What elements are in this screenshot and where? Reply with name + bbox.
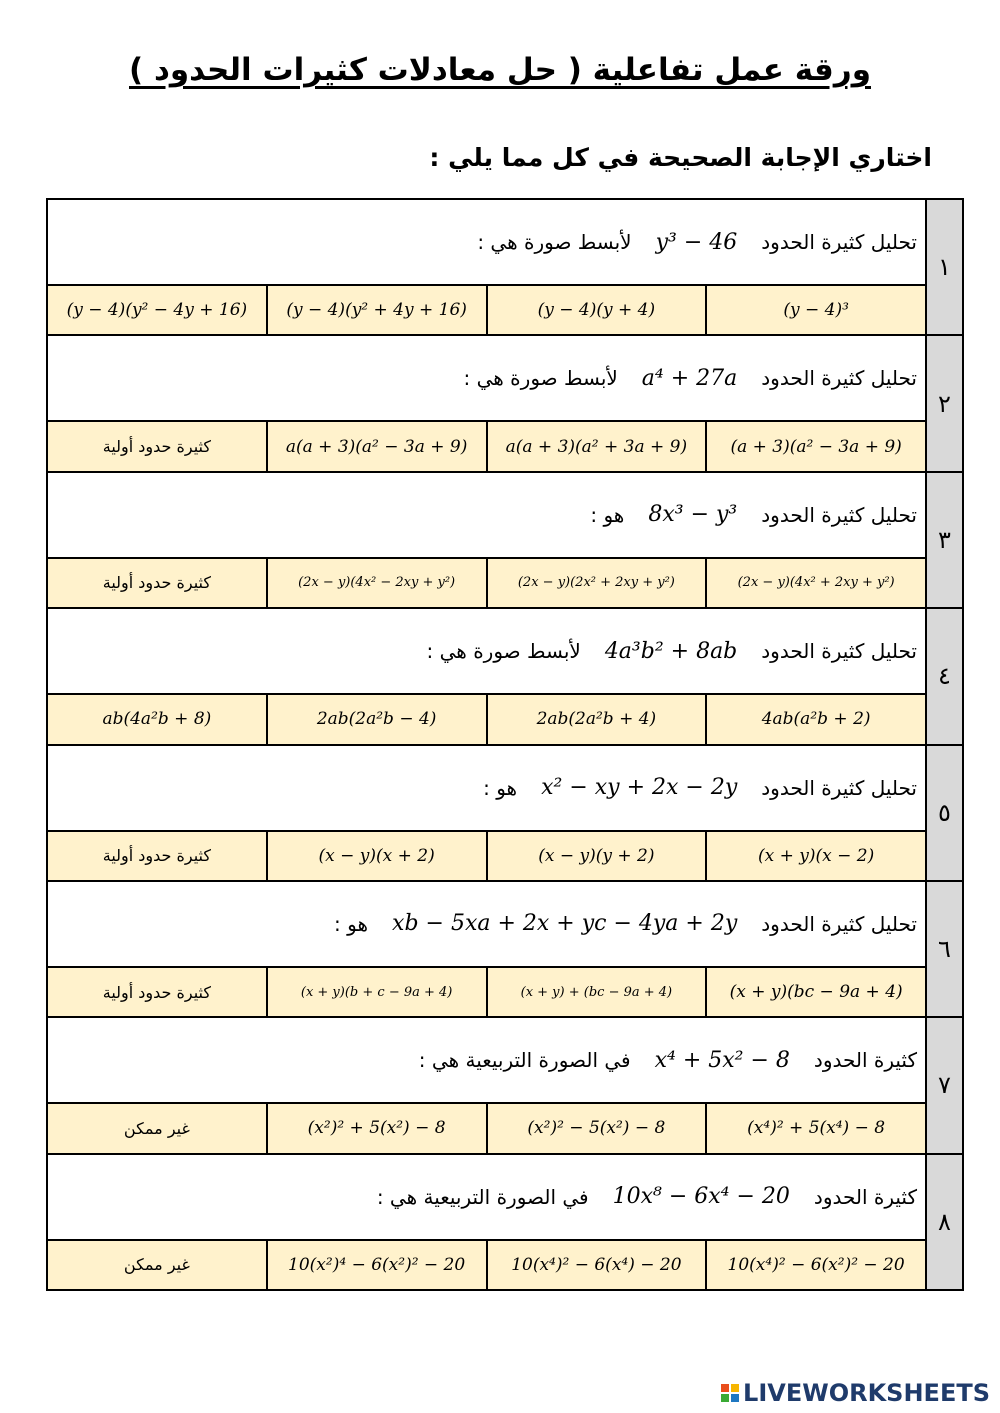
answer-option[interactable]: (2x − y)(4x² + 2xy + y²) [705,559,925,607]
answer-option[interactable]: (y − 4)(y + 4) [486,286,706,334]
question-before: تحليل كثيرة الحدود [761,502,917,527]
answer-options [48,832,925,880]
polynomial-expression: a⁴ + 27a [641,365,738,391]
logo-text: LIVEWORKSHEETS [743,1379,990,1407]
answer-option[interactable]: (y − 4)(y² + 4y + 16) [266,286,486,334]
answer-option[interactable]: (x⁴)² + 5(x⁴) − 8 [705,1104,925,1152]
worksheet-title: ورقة عمل تفاعلية ( حل معادلات كثيرات الحدود ) [129,52,871,88]
question-block [48,607,962,743]
question-number: ٧ [925,1018,962,1152]
answer-option[interactable]: 10(x⁴)² − 6(x²)² − 20 [705,1241,925,1289]
answer-option[interactable]: (x + y)(x − 2) [705,832,925,880]
logo-mark-icon [721,1384,739,1402]
answer-option[interactable]: 2ab(2a²b + 4) [486,695,706,743]
question-number: ٤ [925,609,962,743]
question-number: ٨ [925,1155,962,1289]
answer-option[interactable]: (x²)² − 5(x²) − 8 [486,1104,706,1152]
question-block [48,334,962,470]
answer-option[interactable]: ab(4a²b + 8) [102,709,212,730]
question-text [48,746,925,832]
answer-option[interactable]: كثيرة حدود أولية [102,437,211,457]
polynomial-expression: 8x³ − y³ [648,502,738,528]
polynomial-expression: xb − 5xa + 2x + yc − 4ya + 2y [392,911,738,937]
answer-option[interactable]: (y − 4)(y² − 4y + 16) [66,300,248,321]
answer-option[interactable]: كثيرة حدود أولية [102,573,211,593]
question-number: ٢ [925,336,962,470]
answer-option[interactable]: (a + 3)(a² − 3a + 9) [705,422,925,470]
question-before: كثيرة الحدود [813,1184,917,1209]
answer-option[interactable]: غير ممكن [123,1255,190,1275]
question-text [48,200,925,286]
answer-option[interactable]: (x + y)(bc − 9a + 4) [705,968,925,1016]
answer-option[interactable]: (x²)² + 5(x²) − 8 [266,1104,486,1152]
question-after: لأبسط صورة هي : [426,639,581,664]
answer-options [48,968,925,1016]
answer-option[interactable]: (y − 4)³ [705,286,925,334]
answer-option[interactable]: a(a + 3)(a² + 3a + 9) [486,422,706,470]
polynomial-expression: x² − xy + 2x − 2y [541,775,738,800]
question-text [48,609,925,695]
polynomial-expression: 4a³b² + 8ab [604,638,738,664]
polynomial-expression: y³ − 46 [655,229,738,255]
question-text [48,1155,925,1241]
question-before: تحليل كثيرة الحدود [761,911,917,936]
question-block [48,1016,962,1152]
answer-option[interactable]: غير ممكن [123,1118,190,1138]
answer-option[interactable]: (x − y)(y + 2) [486,832,706,880]
question-after: لأبسط صورة هي : [477,230,632,254]
liveworksheets-logo [721,1379,990,1407]
question-before: كثيرة الحدود [813,1048,917,1073]
question-after: هو : [590,502,625,527]
question-block [48,1153,962,1289]
answer-option[interactable]: 2ab(2a²b − 4) [266,695,486,743]
answer-option[interactable]: (x + y)(b + c − 9a + 4) [266,968,486,1016]
answer-option[interactable]: 4ab(a²b + 2) [705,695,925,743]
answer-option[interactable]: (x + y) + (bc − 9a + 4) [486,968,706,1016]
answer-options [48,422,925,470]
answer-option[interactable]: a(a + 3)(a² − 3a + 9) [266,422,486,470]
question-text [48,882,925,968]
answer-options [48,559,925,607]
question-number: ٣ [925,473,962,607]
question-number: ٥ [925,746,962,880]
question-block [48,471,962,607]
instruction-text: اختاري الإجابة الصحيحة في كل مما يلي : [429,143,932,172]
answer-option[interactable]: كثيرة حدود أولية [102,846,211,866]
answer-options [48,1241,925,1289]
answer-options [48,695,925,743]
question-block [48,744,962,880]
answer-option[interactable]: كثيرة حدود أولية [102,982,211,1002]
question-text [48,1018,925,1104]
question-before: تحليل كثيرة الحدود [761,775,917,800]
polynomial-expression: x⁴ + 5x² − 8 [654,1047,790,1073]
answer-option[interactable]: (2x − y)(4x² − 2xy + y²) [266,559,486,607]
question-after: في الصورة التربيعية هي : [418,1048,631,1073]
answer-options [48,286,925,334]
question-before: تحليل كثيرة الحدود [761,639,917,664]
questions-table [46,198,964,1291]
question-before: تحليل كثيرة الحدود [761,230,917,254]
question-number: ١ [925,200,962,334]
answer-option[interactable]: 10(x²)⁴ − 6(x²)² − 20 [266,1241,486,1289]
polynomial-expression: 10x⁸ − 6x⁴ − 20 [612,1184,790,1210]
question-block [48,200,962,334]
question-text [48,473,925,559]
question-after: هو : [334,911,369,936]
question-after: لأبسط صورة هي : [463,366,618,391]
question-number: ٦ [925,882,962,1016]
answer-options [48,1104,925,1152]
question-after: هو : [483,775,518,800]
question-text [48,336,925,422]
question-before: تحليل كثيرة الحدود [761,366,917,391]
answer-option[interactable]: 10(x⁴)² − 6(x⁴) − 20 [486,1241,706,1289]
question-after: في الصورة التربيعية هي : [376,1184,589,1209]
answer-option[interactable]: (x − y)(x + 2) [266,832,486,880]
answer-option[interactable]: (2x − y)(2x² + 2xy + y²) [486,559,706,607]
question-block [48,880,962,1016]
